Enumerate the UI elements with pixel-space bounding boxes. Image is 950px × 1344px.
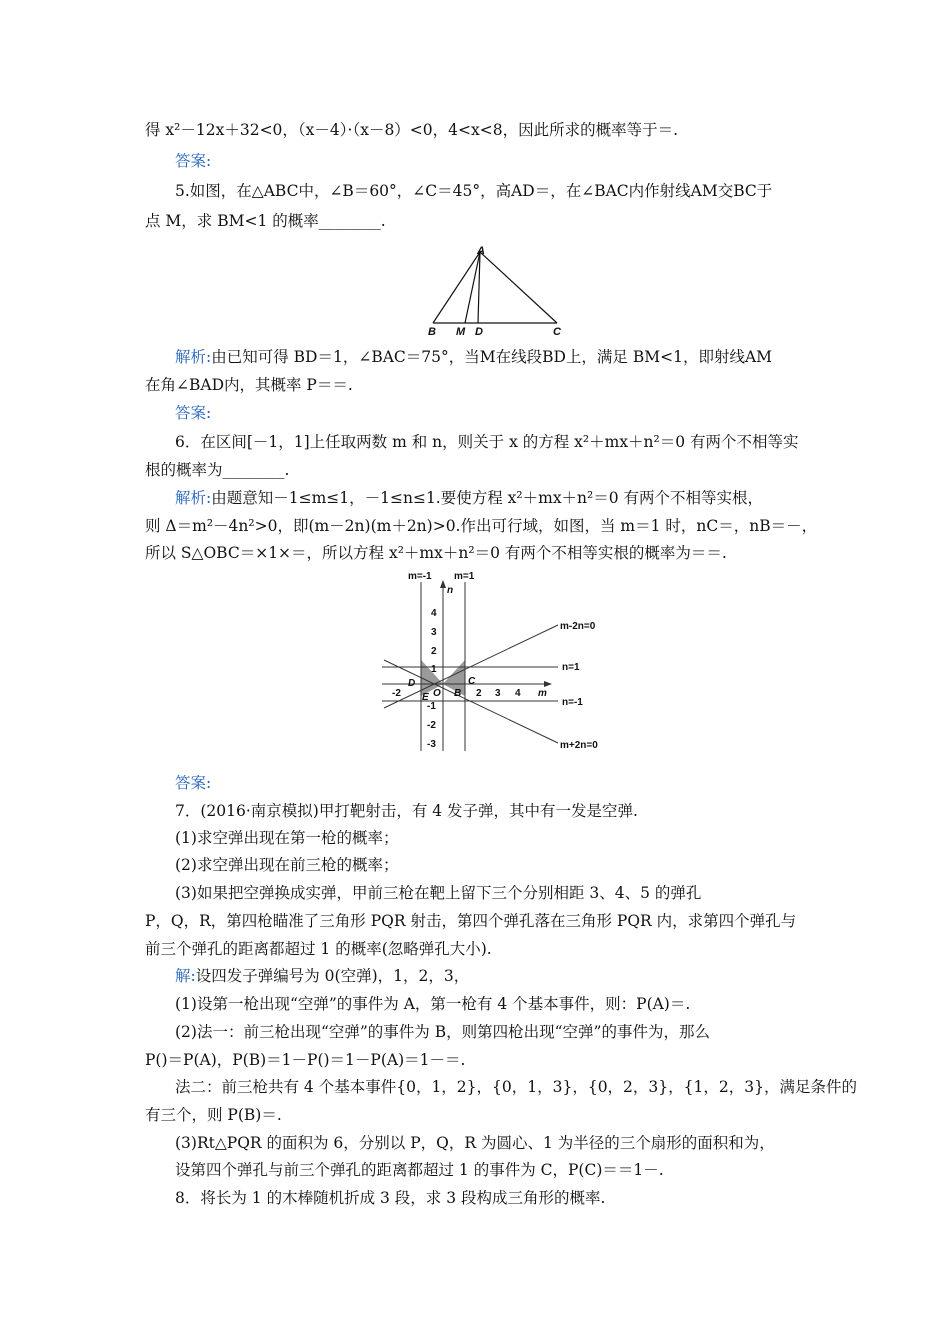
point-label-c: C (468, 676, 476, 687)
solution-5-line2: 在角∠BAD内，其概率 P＝＝. (145, 376, 353, 394)
problem-7-line1: 7．(2016·南京模拟)甲打靶射击，有 4 发子弹，其中有一发是空弹. (175, 802, 638, 820)
triangle-figure (420, 244, 580, 340)
line-label-m-neg1: m=-1 (408, 571, 432, 582)
x-tick: 3 (495, 688, 501, 699)
problem-6-line1: 6．在区间[－1，1]上任取两数 m 和 n，则关于 x 的方程 x²＋mx＋n²＝0 有两个不相等实 (175, 433, 799, 451)
problem-5-line2: 点 M，求 BM<1 的概率________. (145, 212, 386, 230)
solution-label: 解析: (175, 348, 212, 366)
problem-7-part3-line2: P，Q，R，第四枪瞄准了三角形 PQR 射击，第四个弹孔落在三角形 PQR 内，求第四个弹孔与 (145, 912, 797, 930)
x-tick: 2 (476, 688, 482, 699)
x-tick: 4 (515, 688, 521, 699)
solution-7-part3-line2: 设第四个弹孔与前三个弹孔的距离都超过 1 的事件为 C，P(C)＝＝1－. (175, 1161, 664, 1179)
solution-6-line1 (175, 487, 763, 509)
answer-label: 答案: (175, 152, 212, 170)
answer-label: 答案: (175, 774, 212, 792)
answer-label: 答案: (175, 404, 212, 422)
problem-5-line1: 5.如图，在△ABC中，∠B＝60°，∠C＝45°，高AD＝，在∠BAC内作射线AM交BC于 (175, 182, 773, 200)
solution-5-line1 (175, 346, 772, 368)
axis-label-m: m (538, 688, 547, 699)
solution-7-text: 设四发子弹编号为 0(空弹)，1，2，3， (195, 967, 470, 985)
solution-7-line1 (175, 965, 469, 987)
y-tick: 4 (431, 608, 437, 619)
solution-7-method2-line1: 法二：前三枪共有 4 个基本事件{0，1，2}，{0，1，3}，{0，2，3}，{1，2，3}，满足条件的 (175, 1078, 857, 1096)
problem-7-part3-line3: 前三个弹孔的距离都超过 1 的概率(忽略弹孔大小). (145, 940, 492, 958)
problem-6-line2: 根的概率为________. (145, 461, 290, 479)
label-m: M (456, 326, 466, 338)
line-label-n-1: n=1 (562, 662, 580, 673)
solution-7-part3-line1: (3)Rt△PQR 的面积为 6，分别以 P，Q，R 为圆心、1 为半径的三个扇形的面积和为， (175, 1134, 775, 1152)
solution-7-part1: (1)设第一枪出现“空弹”的事件为 A，第一枪有 4 个基本事件，则：P(A)＝. (175, 995, 691, 1013)
y-tick: 3 (431, 627, 437, 638)
label-d: D (475, 326, 483, 338)
x-tick: -2 (392, 688, 401, 699)
axis-label-n: n (447, 585, 454, 596)
origin-label: O (433, 688, 441, 699)
point-label-e: E (422, 692, 429, 703)
y-tick: -3 (427, 739, 436, 750)
y-tick: -2 (427, 720, 436, 731)
solution-5-text: 由已知可得 BD＝1，∠BAC＝75°，当M在线段BD上，满足 BM<1，即射线AM (211, 348, 773, 366)
line-label-m-minus-2n: m-2n=0 (560, 621, 596, 632)
point-label-b: B (454, 688, 462, 699)
solution-label: 解: (175, 967, 196, 985)
solution-6-line2: 则 Δ＝m²－4n²>0，即(m－2n)(m＋2n)>0.作出可行域，如图，当 m＝1 时，nC＝，nB＝－， (145, 517, 818, 535)
solution-6-text: 由题意知－1≤m≤1，－1≤n≤1.要使方程 x²＋mx＋n²＝0 有两个不相等实根， (211, 489, 764, 507)
solution-7-part2-line2: P()＝P(A)，P(B)＝1－P()＝1－P(A)＝1－＝. (145, 1051, 466, 1069)
problem-7-part2: (2)求空弹出现在前三枪的概率； (175, 856, 399, 874)
line-label-m-plus-2n: m+2n=0 (560, 740, 598, 751)
solution-label: 解析: (175, 489, 212, 507)
line-label-n-neg1: n=-1 (562, 697, 583, 708)
label-b: B (428, 326, 436, 338)
y-tick: 1 (431, 664, 437, 675)
line-label-m-1: m=1 (454, 571, 475, 582)
y-tick: 2 (431, 646, 437, 657)
solution-7-part2-line1: (2)法一：前三枪出现“空弹”的事件为 B，则第四枪出现“空弹”的事件为，那么 (175, 1023, 710, 1041)
solution-7-method2-line2: 有三个，则 P(B)＝. (145, 1106, 282, 1124)
solution-6-line3: 所以 S△OBC＝×1×＝，所以方程 x²＋mx＋n²＝0 有两个不相等实根的概率为＝＝. (145, 544, 727, 562)
y-tick: -1 (427, 701, 436, 712)
problem-7-part3-line1: (3)如果把空弹换成实弹，甲前三枪在靶上留下三个分别相距 3、4、5 的弹孔 (175, 884, 702, 902)
text-line: 得 x²－12x＋32<0，（x－4）·（x－8）<0，4<x<8，因此所求的概率等于＝. (145, 121, 679, 139)
problem-8: 8．将长为 1 的木棒随机折成 3 段，求 3 段构成三角形的概率. (175, 1189, 606, 1207)
point-label-d: D (408, 678, 416, 689)
feasible-region-figure (378, 568, 628, 758)
label-a: A (477, 245, 485, 257)
label-c: C (553, 326, 561, 338)
problem-7-part1: (1)求空弹出现在第一枪的概率； (175, 829, 399, 847)
